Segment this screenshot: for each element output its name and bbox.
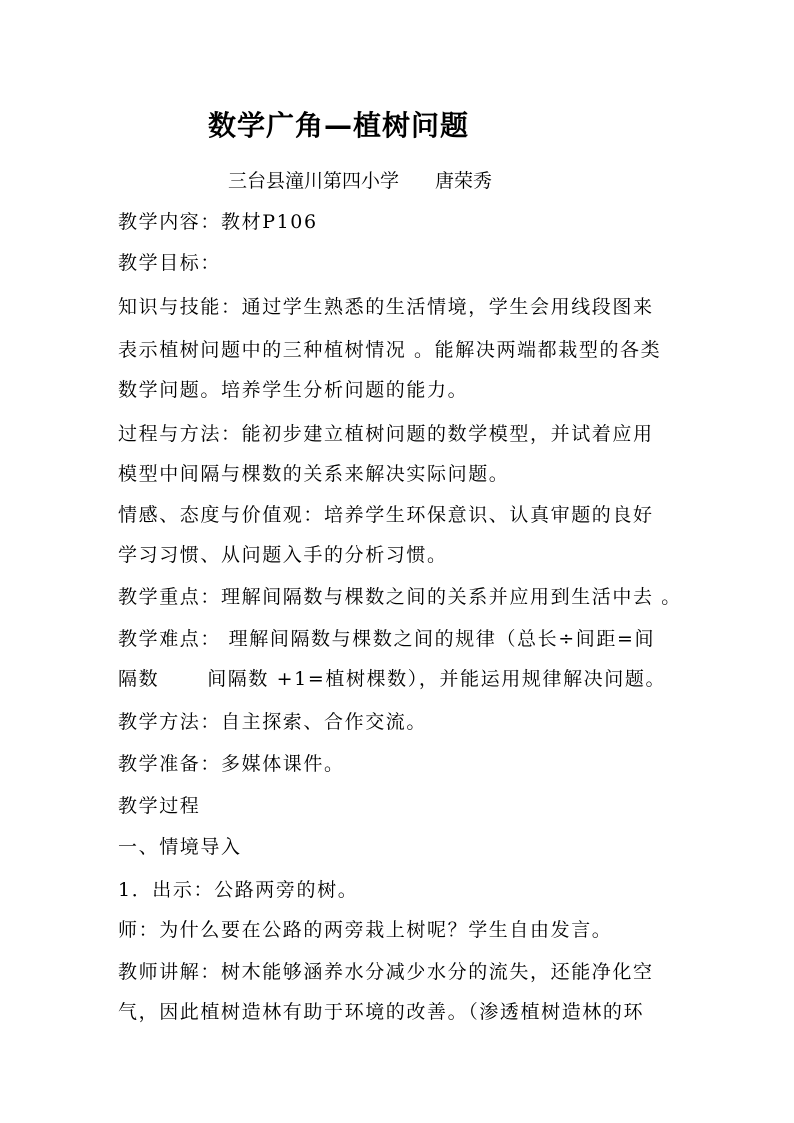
process-methods-line-2: 模型中间隔与棵数的关系来解决实际问题。 — [118, 463, 510, 485]
teaching-goals-heading: 教学目标： — [118, 252, 222, 274]
teaching-preparation: 教学准备：多媒体课件。 — [118, 753, 345, 775]
emotion-values-line-1: 情感、态度与价值观：培养学生环保意识、认真审题的良好 — [118, 504, 654, 526]
document-title: 数学广角—植树问题 — [208, 109, 470, 142]
teacher-explanation-line-1: 教师讲解：树木能够涵养水分减少水分的流失，还能净化空 — [118, 961, 654, 983]
process-methods-line-1: 过程与方法：能初步建立植树问题的数学模型，并试着应用 — [118, 423, 654, 445]
teaching-difficulty-part-1: 隔数 — [118, 668, 160, 690]
teaching-content: 教学内容：教材P106 — [118, 211, 318, 233]
teaching-focus: 教学重点：理解间隔数与棵数之间的关系并应用到生活中去 。 — [118, 586, 682, 608]
knowledge-skills-line-2: 表示植树问题中的三种植树情况 。能解决两端都栽型的各类 — [118, 339, 662, 361]
teaching-methods: 教学方法：自主探索、合作交流。 — [118, 711, 428, 733]
teaching-process-heading: 教学过程 — [118, 795, 201, 817]
teacher-name: 唐荣秀 — [435, 170, 493, 192]
emotion-values-line-2: 学习习惯、从问题入手的分析习惯。 — [118, 544, 448, 566]
teacher-question: 师：为什么要在公路的两旁栽上树呢？学生自由发言。 — [118, 919, 613, 941]
step-show-trees: 1．出示：公路两旁的树。 — [118, 879, 359, 901]
section-heading-intro: 一、情境导入 — [118, 836, 242, 858]
teacher-explanation-line-2: 气，因此植树造林有助于环境的改善。（渗透植树造林的环 — [118, 1001, 645, 1023]
author-line — [228, 166, 492, 193]
school-name: 三台县潼川第四小学 — [228, 170, 400, 192]
teaching-difficulty-line-1: 教学难点： 理解间隔数与棵数之间的规律（总长÷间距=间 — [118, 628, 656, 650]
knowledge-skills-line-1: 知识与技能：通过学生熟悉的生活情境，学生会用线段图来 — [118, 296, 654, 318]
teaching-difficulty-part-2: 间隔数 +1=植树棵数），并能运用规律解决问题。 — [207, 668, 667, 690]
teaching-difficulty-line-2 — [118, 667, 666, 691]
knowledge-skills-line-3: 数学问题。培养学生分析问题的能力。 — [118, 379, 469, 401]
